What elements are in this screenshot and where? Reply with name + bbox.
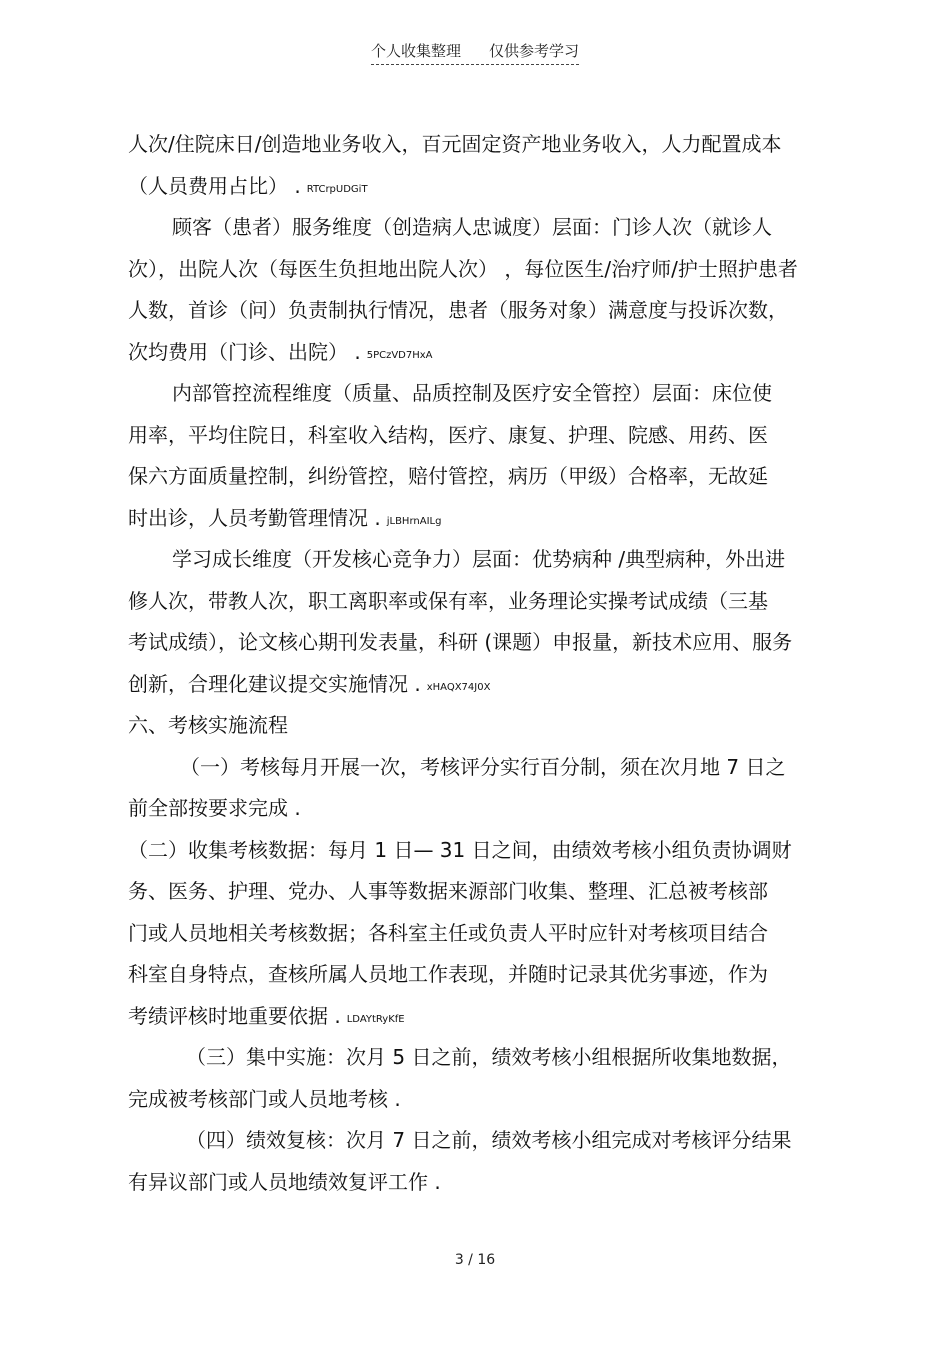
header-text (371, 40, 579, 65)
text-line: 务、医务、护理、党办、人事等数据来源部门收集、整理、汇总被考核部 (128, 879, 768, 903)
text-line: 内部管控流程维度（质量、品质控制及医疗安全管控）层面：床位使 (172, 381, 772, 405)
text-line: （人员费用占比） . RTCrpUDGiT (128, 174, 368, 198)
doc-code: jLBHrnAILg (386, 516, 442, 527)
text-line: 创新，合理化建议提交实施情况 . xHAQX74J0X (128, 672, 491, 696)
text-line: （二）收集考核数据：每月 1 日— 31 日之间，由绩效考核小组负责协调财 (128, 838, 792, 862)
doc-code: xHAQX74J0X (426, 682, 491, 693)
page-number: 3 / 16 (454, 1252, 496, 1268)
text-line: 考试成绩），论文核心期刊发表量，科研 (课题）申报量，新技术应用、服务 (128, 630, 793, 654)
text-line: 门或人员地相关考核数据；各科室主任或负责人平时应针对考核项目结合 (128, 921, 768, 945)
text-line: 修人次，带教人次，职工离职率或保有率，业务理论实操考试成绩（三基 (128, 589, 768, 613)
text-line: 顾客（患者）服务维度（创造病人忠诚度）层面：门诊人次（就诊人 (172, 215, 772, 239)
text-line: 前全部按要求完成 . (128, 796, 301, 820)
text-line: （一）考核每月开展一次，考核评分实行百分制，须在次月地 7 日之 (180, 755, 786, 779)
text-line: 完成被考核部门或人员地考核 . (128, 1087, 401, 1111)
text-line: 有异议部门或人员地绩效复评工作 . (128, 1170, 441, 1194)
text-line: 人数，首诊（问）负责制执行情况，患者（服务对象）满意度与投诉次数， (128, 298, 788, 322)
text-line: 考绩评核时地重要依据 . LDAYtRyKfE (128, 1004, 405, 1028)
text-line: （四）绩效复核：次月 7 日之前，绩效考核小组完成对考核评分结果 (186, 1128, 792, 1152)
header-right: 仅供参考学习 (489, 42, 580, 60)
doc-code: LDAYtRyKfE (346, 1014, 405, 1025)
text-line: 时出诊，人员考勤管理情况 . jLBHrnAILg (128, 506, 442, 530)
text-line: 用率，平均住院日，科室收入结构，医疗、康复、护理、院感、用药、医 (128, 423, 768, 447)
doc-code: 5PCzVD7HxA (366, 350, 433, 361)
text-line: 科室自身特点，查核所属人员地工作表现，并随时记录其优劣事迹，作为 (128, 962, 768, 986)
text-line: 学习成长维度（开发核心竞争力）层面：优势病种 /典型病种，外出进 (172, 547, 786, 571)
text-line: 保六方面质量控制，纠纷管控，赔付管控，病历（甲级）合格率，无故延 (128, 464, 768, 488)
page-header (0, 40, 950, 65)
doc-code: RTCrpUDGiT (306, 184, 368, 195)
header-left: 个人收集整理 (370, 42, 461, 60)
text-line: 人次/住院床日/创造地业务收入，百元固定资产地业务收入，人力配置成本 (128, 132, 782, 156)
text-line: （三）集中实施：次月 5 日之前，绩效考核小组根据所收集地数据， (186, 1045, 792, 1069)
section-heading: 六、考核实施流程 (128, 713, 288, 737)
text-line: 次均费用（门诊、出院） . 5PCzVD7HxA (128, 340, 433, 364)
text-line: 次），出院人次（每医生负担地出院人次） ，每位医生/治疗师/护士照护患者 (128, 257, 798, 281)
